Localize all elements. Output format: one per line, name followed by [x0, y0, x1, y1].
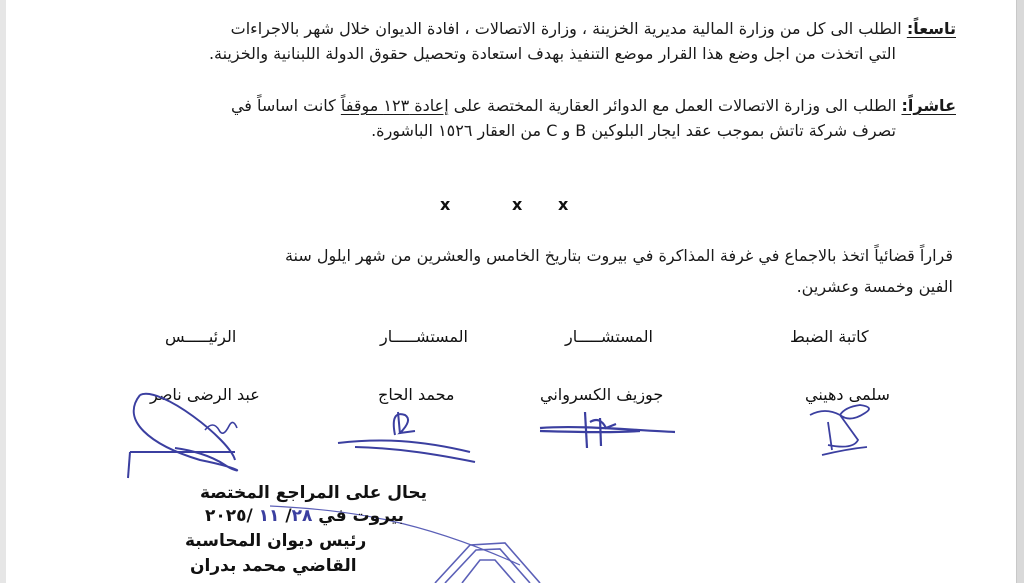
section-separator [430, 195, 580, 217]
separator-mark: x [512, 195, 523, 214]
referral-month-handwritten: ١١ [258, 506, 280, 526]
clerk-signature-icon [810, 405, 869, 455]
referral-line-2: بيروت في ٢٨/ ١١ /٢٠٢٥ [205, 506, 405, 526]
page-left-edge [0, 0, 6, 583]
referral-line-3: رئيس ديوان المحاسبة [185, 531, 367, 551]
president-signature-icon [128, 394, 237, 478]
signatory-title-clerk: كاتبة الضبط [790, 327, 869, 346]
decision-line-1: قراراً قضائياً اتخذ بالاجماع في غرفة المذاكرة في بيروت بتاريخ الخامس والعشرين من شهر ايلول سنة [284, 246, 953, 265]
separator-mark: x [558, 195, 569, 214]
counsellor-2-signature-icon [338, 412, 475, 462]
counsellor-1-signature-icon [540, 412, 675, 448]
clause-10-line-2: تصرف شركة تاتش بموجب عقد ايجار البلوكين B و C من العقار ١٥٢٦ الباشورة. [371, 121, 896, 140]
referral-line-1: يحال على المراجع المختصة [200, 483, 428, 503]
signatory-title-president: الرئيـــــس [165, 327, 237, 346]
signatory-name-counsellor-2: محمد الحاج [378, 385, 455, 404]
signatory-title-counsellor-2: المستشـــــار [380, 327, 468, 346]
clause-10-underlined: إعادة ١٢٣ موقفاً [340, 96, 449, 115]
referral-day-handwritten: ٢٨ [291, 506, 313, 526]
referral-year: /٢٠٢٥ [205, 506, 253, 526]
signatory-name-president: عبد الرضى ناصر [150, 385, 260, 404]
clause-10-text-1b: كانت اساساً في [230, 96, 336, 115]
signatory-name-counsellor-1: جوزيف الكسرواني [540, 385, 664, 404]
clause-9-line-1 [231, 18, 956, 40]
clause-9-text-1: الطلب الى كل من وزارة المالية مديرية الخزينة ، وزارة الاتصالات ، افادة الديوان خلال شهر بالاجراءات [230, 19, 902, 38]
clause-9-label: تاسعاً: [906, 19, 956, 38]
clause-10-label: عاشراً: [901, 96, 956, 115]
decision-line-2: الفين وخمسة وعشرين. [796, 277, 953, 296]
clause-9-line-2: التي اتخذت من اجل وضع هذا القرار موضع التنفيذ بهدف استعادة وتحصيل حقوق الدولة اللبنانية والخزينة. [208, 44, 896, 63]
clause-10-line-1 [231, 95, 956, 117]
signatory-title-counsellor-1: المستشـــــار [565, 327, 653, 346]
clause-10-text-1a: الطلب الى وزارة الاتصالات العمل مع الدوائر العقارية المختصة على [453, 96, 897, 115]
separator-mark: x [440, 195, 451, 214]
referral-line-4: القاضي محمد بدران [190, 556, 357, 576]
referral-place: بيروت في [318, 506, 405, 526]
signatory-name-clerk: سلمى دهيني [805, 385, 890, 404]
